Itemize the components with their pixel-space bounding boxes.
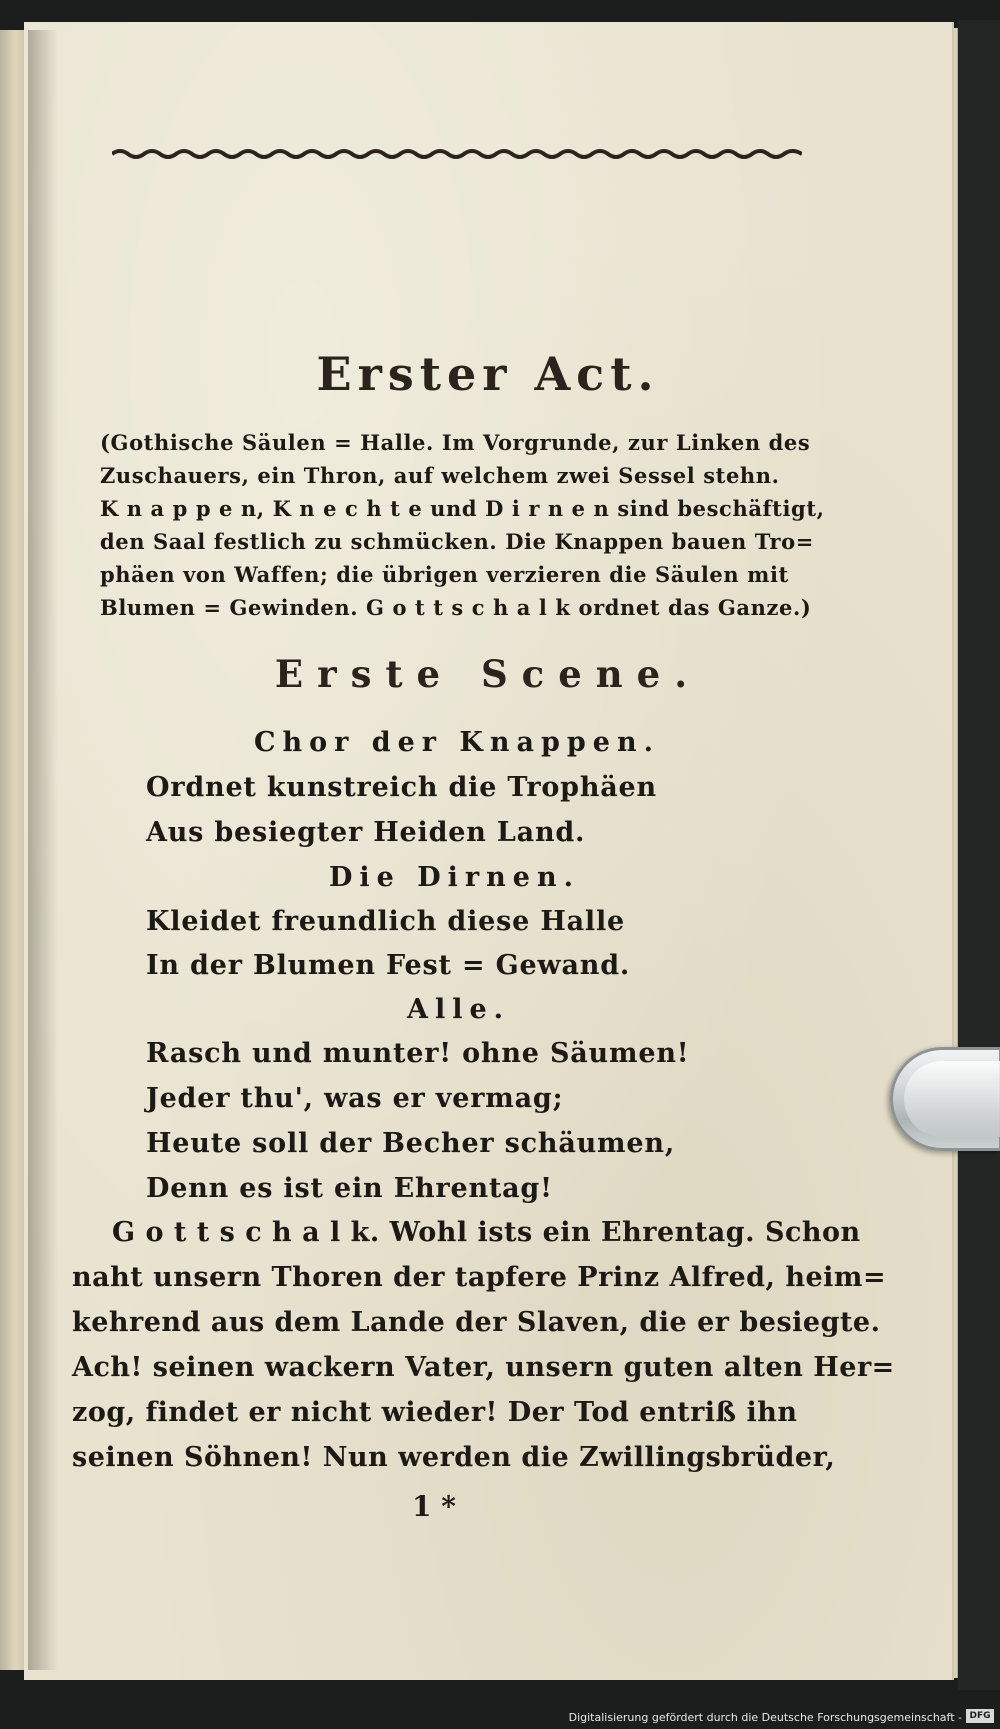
scene-title: Erste Scene.: [274, 652, 702, 696]
stage-direction-line: Blumen = Gewinden. G o t t s c h a l k ordnet das Ganze.): [100, 595, 812, 620]
background-right: [958, 20, 1000, 1690]
stage-direction-line: den Saal festlich zu schmücken. Die Knappen bauen Tro=: [100, 529, 814, 554]
prose-line: kehrend aus dem Lande der Slaven, die er besiegte.: [72, 1307, 881, 1338]
page-clip-highlight: [904, 1061, 1000, 1137]
verse-line: Kleidet freundlich diese Halle: [146, 906, 626, 937]
dfg-logo: DFG: [966, 1709, 994, 1723]
book-page: [24, 22, 952, 1680]
prose-line: Ach! seinen wackern Vater, unsern guten alten Her=: [72, 1352, 895, 1383]
verse-line: Aus besiegter Heiden Land.: [146, 817, 586, 848]
stage-direction-line: K n a p p e n, K n e c h t e und D i r n e n sind beschäftigt,: [100, 496, 825, 521]
prose-line: G o t t s c h a l k. Wohl ists ein Ehrentag. Schon: [112, 1217, 861, 1248]
verse-line: Jeder thu', was er vermag;: [146, 1083, 564, 1114]
stage-direction-line: (Gothische Säulen = Halle. Im Vorgrunde, zur Linken des: [100, 430, 811, 455]
speaker-name: Alle.: [407, 994, 511, 1025]
page-clip: [890, 1047, 1000, 1151]
verse-line: Rasch und munter! ohne Säumen!: [146, 1038, 690, 1069]
prose-line: seinen Söhnen! Nun werden die Zwillingsbrüder,: [72, 1442, 836, 1473]
prose-line: naht unsern Thoren der tapfere Prinz Alfred, heim=: [72, 1262, 887, 1293]
footer-attribution: Digitalisierung gefördert durch die Deutsche Forschungsgemeinschaft -: [568, 1711, 962, 1724]
verse-line: In der Blumen Fest = Gewand.: [146, 950, 631, 981]
verse-line: Heute soll der Becher schäumen,: [146, 1128, 676, 1159]
verse-line: Denn es ist ein Ehrentag!: [146, 1173, 553, 1204]
page-number: 1 *: [412, 1490, 456, 1523]
stage-direction-line: Zuschauers, ein Thron, auf welchem zwei Sessel stehn.: [100, 463, 780, 488]
stage-direction-line: phäen von Waffen; die übrigen verzieren die Säulen mit: [100, 562, 789, 587]
speaker-name: Chor der Knappen.: [254, 727, 660, 758]
prose-line: zog, findet er nicht wieder! Der Tod entriß ihn: [72, 1397, 798, 1428]
verse-line: Ordnet kunstreich die Trophäen: [146, 772, 657, 803]
act-title: Erster Act.: [316, 347, 660, 401]
ornament-rule: [112, 147, 802, 161]
speaker-name: Die Dirnen.: [329, 862, 580, 893]
